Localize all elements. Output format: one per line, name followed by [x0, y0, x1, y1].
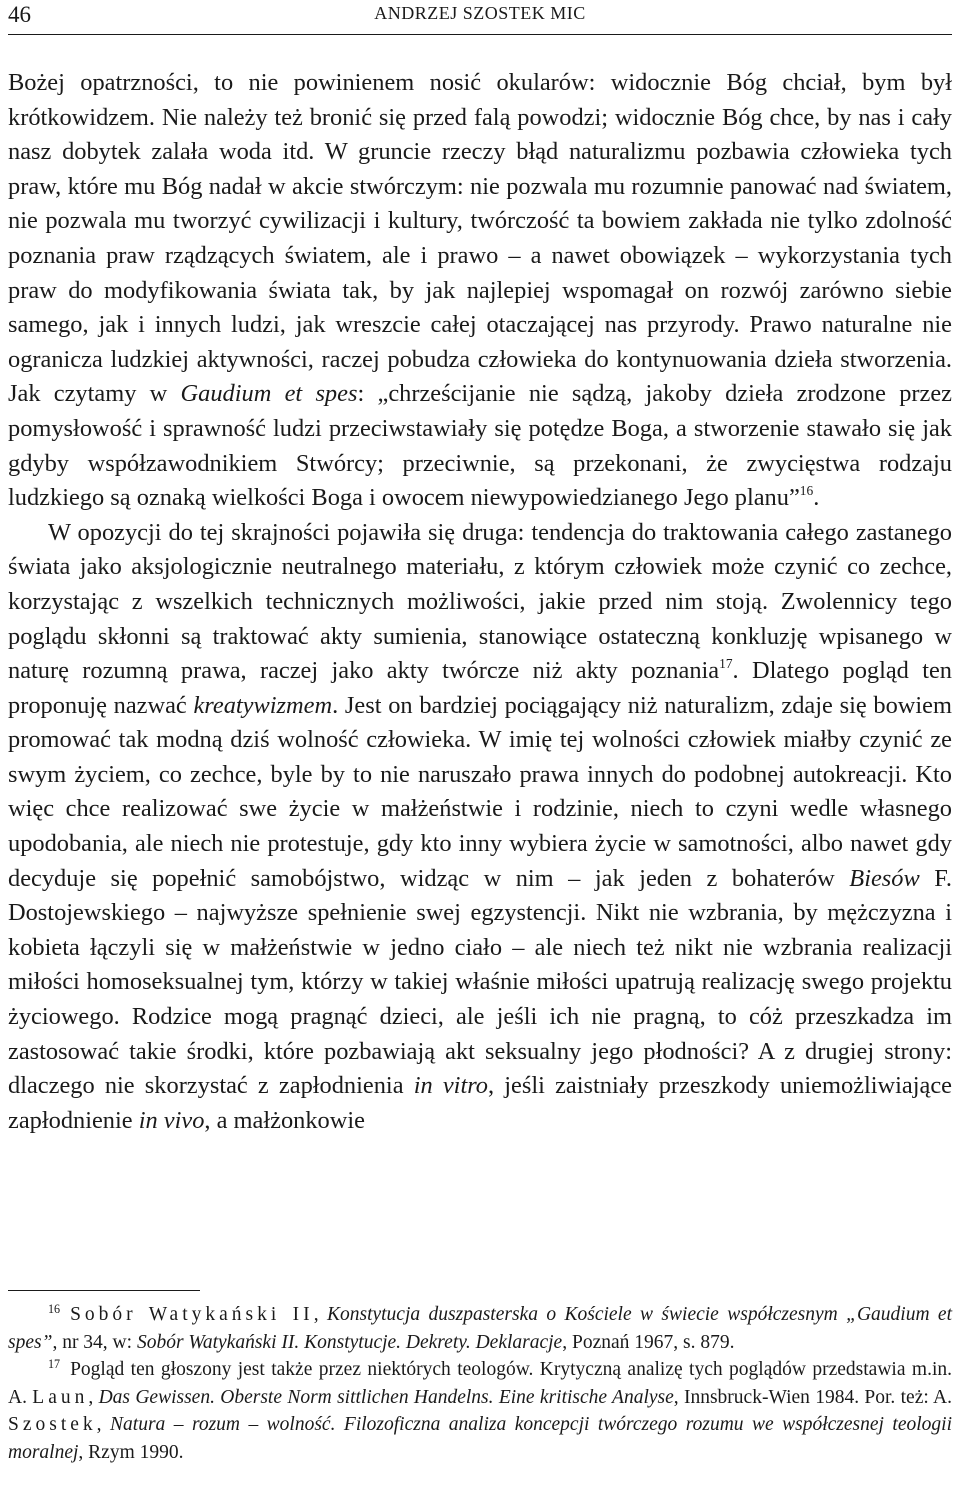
page-header — [8, 0, 952, 35]
text-run: , Innsbruck-Wien 1984. Por. też: A. — [673, 1386, 952, 1408]
italic-term: in vivo — [138, 1106, 205, 1134]
page-number: 46 — [8, 2, 31, 27]
footnote-author: Laun — [32, 1386, 89, 1408]
footnote-ref[interactable]: 16 — [799, 483, 814, 499]
footnote-author: Sobór Watykański II — [70, 1304, 314, 1325]
footnote-number: 16 — [48, 1301, 61, 1316]
footnote-divider — [8, 1290, 200, 1291]
text-run: , — [96, 1414, 111, 1436]
footnote — [8, 1301, 952, 1356]
text-run: , nr 34, w: — [52, 1331, 137, 1353]
italic-title: Konstytucja duszpasterska o Kościele w świecie współczesnym „Gaudium et spes” — [8, 1304, 953, 1353]
text-run: , a małżonkowie — [204, 1106, 365, 1134]
italic-title: Sobór Watykański II. Konstytucje. Dekrety. Deklaracje — [136, 1331, 563, 1353]
footnote-author: Szostek — [8, 1414, 97, 1436]
running-head: ANDRZEJ SZOSTEK MIC — [374, 3, 586, 23]
italic-title: Gaudium et spes — [180, 380, 358, 408]
text-run: , Rzym 1990. — [78, 1441, 184, 1463]
text-run: , — [88, 1386, 99, 1408]
text-run: Bożej opatrzności, to nie powinienem nosić okularów: widocznie Bóg chciał, bym był krótkowidzem. Nie należy też bronić się przed falą powodzi; widocznie Bóg chce, by nas i cały nasz dobytek zalała woda itd. W gruncie rzeczy błąd naturalizmu pozbawia człowieka tych praw, które mu Bóg nadał w akcie stwórczym: nie pozwala mu rozumnie panować nad światem, nie pozwala mu tworzyć cywilizacji i kultury, twórczość ta bowiem zakłada nie tylko zdolność poznania praw rządzących światem, ale i prawo – a nawet obowiązek – wykorzystania tych praw do modyfikowania świata tak, by jak najlepiej wspomagał on rozwój zarówno siebie samego, jak i innych ludzi, jak wreszcie całej otaczającej nas przyrody. Prawo naturalne nie ogranicza ludzkiej aktywności, raczej pobudza człowieka do kontynuowania dzieła stworzenia. Jak czytamy w — [8, 69, 952, 408]
text-run: W opozycji do tej skrajności pojawiła się druga: tendencja do traktowania całego zastanego świata jako aksjologicznie neutralnego materiału, z którym człowiek może czynić co zechce, korzystając z wszelkich technicznych możliwości, jakie przed nim stoją. Zwolennicy tego poglądu skłonni są traktować akty sumienia, stanowiące ostateczną konkluzję wpisanego w naturę rozumną prawa, raczej jako akty twórcze niż akty poznania — [8, 518, 952, 685]
italic-term: kreatywizmem — [193, 691, 333, 719]
paragraph — [8, 66, 952, 516]
footnotes — [8, 1301, 952, 1467]
footnote — [8, 1356, 952, 1466]
text-run: F. Dostojewskiego – najwyższe spełnienie swej egzystencji. Nikt nie wzbrania, by mężczyzna i kobieta łączyli się w małżeństwie w jedno ciało – ale niech też nikt nie wzbrania realizacji miłości homoseksualnej tym, którzy w takiej właśnie miłości upatrują realizację swego projektu życiowego. Rodzice mogą pragnąć dzieci, ale jeśli ich nie pragną, to cóż przeszkadza im zastosować takie środki, które pozbawiają akt seksualny jego płodności? A z drugiej strony: dlaczego nie skorzystać z zapłodnienia — [8, 864, 952, 1100]
italic-title: Das Gewissen. Oberste Norm sittlichen Handelns. Eine kritische Analyse — [98, 1386, 674, 1408]
footnote-ref[interactable]: 17 — [719, 656, 733, 672]
main-text — [8, 66, 952, 1138]
text-run: . Jest on bardziej pociągający niż naturalizm, zdaje się bowiem promować tak modną dziś wolność człowieka. W imię tej wolności człowiek miałby czynić ze swym życiem, co zechce, byle by to nie naruszało prawa innych do podobnej autokreacji. Kto więc chce realizować swe życie w małżeństwie i rodzinie, niech to czyni wedle własnego upodobania, ale niech nie protestuje, gdy kto inny wybiera życie w samotności, albo nawet gdy decyduje się popełnić samobójstwo, widząc w nim – jak jeden z bohaterów — [8, 691, 952, 892]
paragraph — [8, 516, 952, 1139]
text-run: Pogląd ten głoszony jest także przez niektórych teologów. Krytyczną analizę tych poglądów przedstawia m.in. A. — [8, 1359, 952, 1408]
italic-term: in vitro — [413, 1072, 489, 1100]
footnote-number: 17 — [48, 1356, 61, 1371]
italic-title: Biesów — [849, 864, 920, 892]
text-run: , Poznań 1967, s. 879. — [562, 1331, 735, 1353]
text-run: , — [313, 1304, 327, 1325]
text-run: . Dlatego pogląd ten proponuję nazwać — [8, 657, 953, 719]
italic-title: Natura – rozum – wolność. Filozoficzna analiza koncepcji twórczego rozumu we współczesnej teologii moralnej — [8, 1414, 953, 1463]
text-run: , jeśli zaistniały przeszkody uniemożliwiające zapłodnienie — [8, 1072, 952, 1134]
text-run: : „chrześcijanie nie sądzą, jakoby dzieła zrodzone przez pomysłowość i sprawność ludzi przeciwstawiały się potędze Boga, a stworzenie stawało się jak gdyby współzawodnikiem Stwórcy; przeciwnie, są przekonani, że zwycięstwa rodzaju ludzkiego są oznaką wielkości Boga i owocem niewypowiedzianego Jego planu” — [8, 380, 953, 512]
text-run: . — [813, 484, 820, 512]
